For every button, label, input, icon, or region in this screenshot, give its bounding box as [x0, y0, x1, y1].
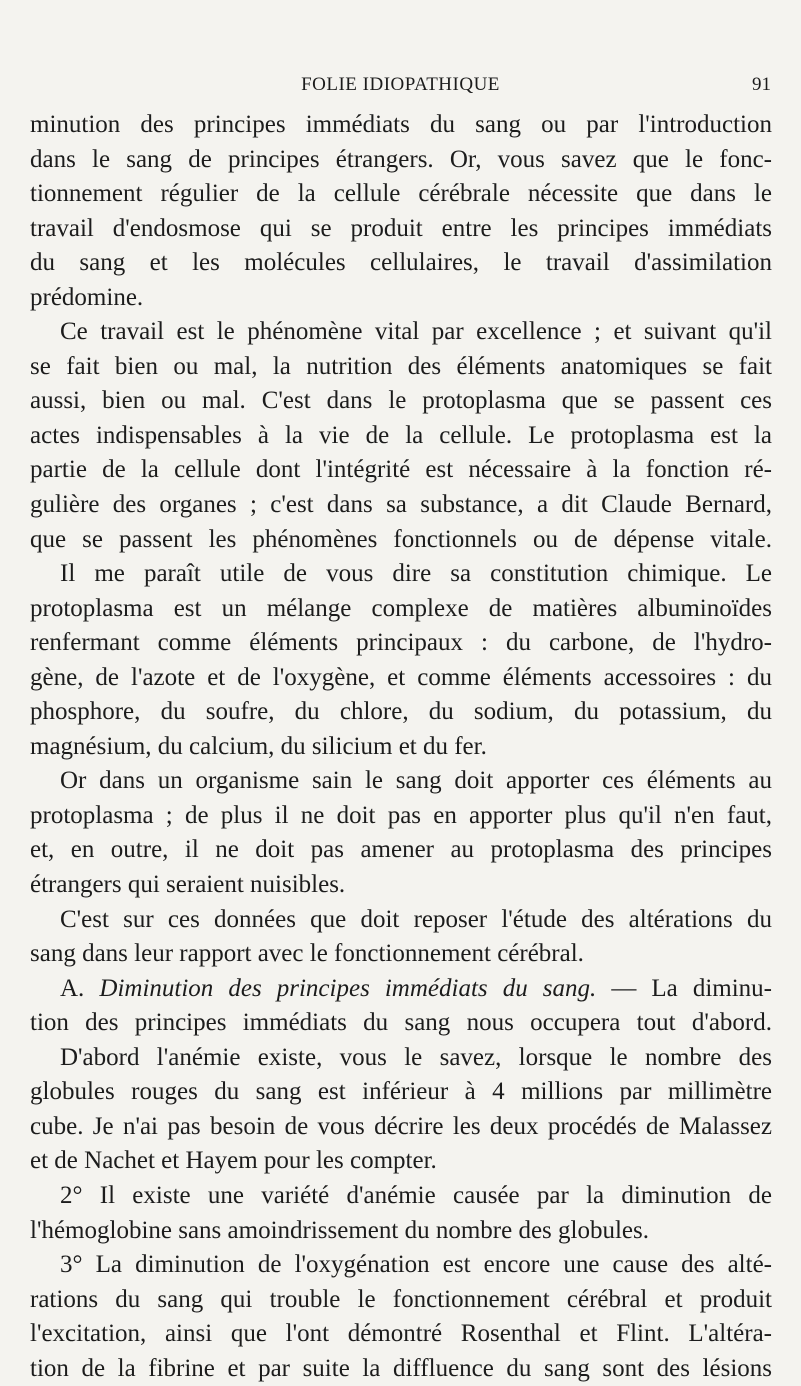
text-line: l'excitation, ainsi que l'ont démontré Rosenthal et Flint. L'altéra- [30, 1320, 772, 1348]
text-line: globules rouges du sang est inférieur à 4 millions par millimètre [30, 1078, 772, 1106]
text-line: prédomine. [30, 283, 144, 311]
text-line: minution des principes immédiats du sang ou par l'introduction [30, 111, 772, 138]
text-line: phosphore, du soufre, du chlore, du sodium, du potassium, du [30, 698, 772, 726]
text-line: C'est sur ces données que doit reposer l'étude des altérations du [60, 905, 772, 933]
text-line: cube. Je n'ai pas besoin de vous décrire les deux procédés de Malassez [30, 1112, 772, 1140]
text-line: l'hémoglobine sans amoindrissement du nombre des globules. [30, 1216, 649, 1244]
text-line: tionnement régulier de la cellule cérébrale nécessite que dans le [30, 180, 772, 208]
page-header [0, 70, 801, 100]
text-line: protoplasma ; de plus il ne doit pas en apporter plus qu'il n'en faut, [30, 801, 772, 829]
text-line: Ce travail est le phénomène vital par excellence ; et suivant qu'il [60, 318, 772, 346]
text-line: rations du sang qui trouble le fonctionnement cérébral et produit [30, 1285, 772, 1313]
running-title: FOLIE IDIOPATHIQUE [301, 74, 500, 95]
text-line: Il me paraît utile de vous dire sa constitution chimique. Le [60, 560, 772, 588]
text-line: du sang et les molécules cellulaires, le travail d'assimilation [30, 249, 772, 277]
text-line: D'abord l'anémie existe, vous le savez, lorsque le nombre des [60, 1043, 772, 1071]
section-letter: A. [60, 974, 100, 1002]
text-line: aussi, bien ou mal. C'est dans le protoplasma que se passent ces [30, 387, 772, 415]
text-line: que se passent les phénomènes fonctionnels ou de dépense vitale. [30, 525, 772, 553]
section-title: Diminution des principes immédiats du sang. [99, 974, 597, 1002]
text-line: magnésium, du calcium, du silicium et du fer. [30, 732, 487, 760]
text-line: dans le sang de principes étrangers. Or, vous savez que le fonc- [30, 145, 772, 173]
text-line: travail d'endosmose qui se produit entre les principes immédiats [30, 214, 772, 242]
text-line: gène, de l'azote et de l'oxygène, et comme éléments accessoires : du [30, 663, 772, 691]
text-line: se fait bien ou mal, la nutrition des éléments anatomiques se fait [30, 352, 772, 380]
text-line: 2° Il existe une variété d'anémie causée par la diminution de [60, 1181, 772, 1209]
text-line: renfermant comme éléments principaux : du carbone, de l'hydro- [30, 629, 772, 657]
text-line: protoplasma est un mélange complexe de matières albuminoïdes [30, 594, 772, 622]
text-line: tion de la fibrine et par suite la diffluence du sang sont des lésions [30, 1354, 772, 1382]
section-heading-line [30, 972, 772, 1007]
text-line: et, en outre, il ne doit pas amener au protoplasma des principes [30, 836, 772, 864]
text-line: et de Nachet et Hayem pour les compter. [30, 1147, 437, 1175]
body-text [30, 108, 772, 1386]
text-line: tion des principes immédiats du sang nous occupera tout d'abord. [30, 1009, 772, 1037]
page-number: 91 [752, 74, 771, 95]
text-line: actes indispensables à la vie de la cellule. Le protoplasma est la [30, 421, 772, 449]
text-line: partie de la cellule dont l'intégrité est nécessaire à la fonction ré- [30, 456, 772, 484]
section-continuation: — La diminu- [596, 974, 773, 1002]
text-line: 3° La diminution de l'oxygénation est encore une cause des alté- [60, 1251, 772, 1279]
text-line: Or dans un organisme sain le sang doit apporter ces éléments au [60, 767, 772, 795]
text-line: étrangers qui seraient nuisibles. [30, 871, 346, 899]
text-line: gulière des organes ; c'est dans sa substance, a dit Claude Bernard, [30, 491, 772, 519]
text-line: sang dans leur rapport avec le fonctionnement cérébral. [30, 940, 584, 968]
